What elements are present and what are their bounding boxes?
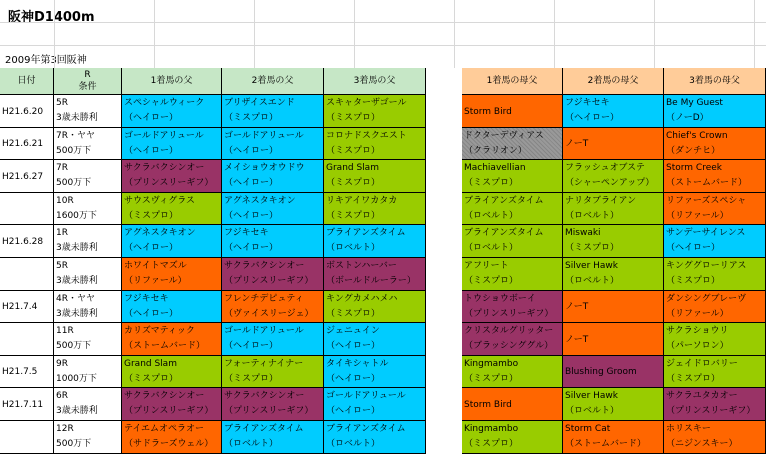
header-label: 3着馬の父 bbox=[353, 76, 396, 86]
dam-sire-cell[interactable] bbox=[664, 258, 766, 291]
dam-sire-line: （ヘイロー） bbox=[666, 243, 721, 253]
dam-sire-cell[interactable] bbox=[664, 128, 766, 160]
sire-cell[interactable] bbox=[222, 160, 324, 193]
sire-name: メイショウオウドウ bbox=[224, 163, 305, 173]
dam-sire-line: （ストームバード） bbox=[666, 178, 748, 188]
sire-cell[interactable] bbox=[324, 323, 426, 356]
race-number: 5R bbox=[56, 98, 68, 108]
sire-line: （ロベルト） bbox=[224, 439, 279, 449]
race-condition: 3歳未勝利 bbox=[56, 243, 98, 253]
sire-line: （ロベルト） bbox=[326, 243, 381, 253]
dam-sire-cell[interactable] bbox=[563, 388, 664, 421]
grid-line bbox=[754, 0, 755, 68]
grid-line bbox=[0, 45, 766, 46]
date-cell[interactable] bbox=[0, 258, 54, 291]
sire-line: （ヘイロー） bbox=[224, 146, 279, 156]
sire-name: タイキシャトル bbox=[326, 359, 389, 369]
grid-line bbox=[554, 0, 555, 68]
sire-cell[interactable] bbox=[122, 225, 222, 258]
sire-cell[interactable] bbox=[324, 388, 426, 421]
sire-name: フレンチデピュティ bbox=[224, 294, 304, 304]
sire-name: ゴールドアリュール bbox=[124, 131, 204, 141]
sire-line: （ミスプロ） bbox=[326, 178, 381, 188]
date-text: H21.6.21 bbox=[2, 139, 44, 149]
sire-line: （プリンスリーギフ） bbox=[224, 406, 314, 416]
race-cell[interactable] bbox=[54, 160, 122, 193]
header-race[interactable] bbox=[54, 68, 122, 95]
dam-sire-cell[interactable] bbox=[563, 291, 664, 323]
sire-line: （リファール） bbox=[124, 276, 187, 286]
dam-sire-name: ブライアンズタイム bbox=[464, 228, 544, 238]
sire-cell[interactable] bbox=[222, 128, 324, 160]
dam-sire-cell[interactable] bbox=[664, 160, 766, 193]
race-cell[interactable] bbox=[54, 128, 122, 160]
dam-sire-line: （ブラッシンググル） bbox=[464, 341, 554, 351]
race-number: 6R bbox=[56, 391, 68, 401]
sire-cell[interactable] bbox=[324, 356, 426, 388]
sire-name: ブライアンズタイム bbox=[224, 424, 304, 434]
race-cell[interactable] bbox=[54, 388, 122, 421]
dam-sire-name: ダンシングブレーヴ bbox=[666, 294, 747, 304]
header-label: 日付 bbox=[17, 76, 36, 86]
sire-line: （ヘイロー） bbox=[124, 309, 179, 319]
dam-sire-name: ホリスキー bbox=[666, 424, 711, 434]
sire-line: （ヘイロー） bbox=[224, 243, 279, 253]
grid-line bbox=[54, 0, 55, 68]
sire-name: サクラバクシンオー bbox=[224, 261, 305, 271]
header-sire1[interactable] bbox=[122, 68, 222, 95]
race-cell[interactable] bbox=[54, 193, 122, 225]
sire-line: （プリンスリーギフ） bbox=[224, 276, 314, 286]
sire-name: リキアイワカタカ bbox=[326, 196, 398, 206]
dam-sire-line: （ミスプロ） bbox=[464, 276, 519, 286]
dam-sire-name: Silver Hawk bbox=[565, 391, 618, 401]
dam-sire-line: （ミスプロ） bbox=[464, 439, 519, 449]
header-label: 条件 bbox=[78, 82, 97, 92]
sire-line: （ミスプロ） bbox=[124, 211, 179, 221]
dam-sire-cell[interactable] bbox=[462, 356, 563, 388]
dam-sire-name: キンググローリアス bbox=[666, 261, 747, 271]
sire-name: コロナドスクエスト bbox=[326, 131, 407, 141]
sire-cell[interactable] bbox=[222, 193, 324, 225]
sire-name: ゴールドアリュール bbox=[326, 391, 406, 401]
sheet-title: 阪神D1400m bbox=[8, 10, 95, 25]
grid-line bbox=[154, 0, 155, 68]
dam-sire-cell[interactable] bbox=[563, 356, 664, 388]
sire-cell[interactable] bbox=[222, 323, 324, 356]
sire-name: ブリザイスエンド bbox=[224, 98, 295, 108]
sire-name: ゴールドアリュール bbox=[224, 326, 304, 336]
date-cell[interactable] bbox=[0, 388, 54, 421]
header-label: 1着馬の母父 bbox=[486, 76, 538, 86]
sire-name: テイエムオペラオー bbox=[124, 424, 205, 434]
sire-cell[interactable] bbox=[222, 388, 324, 421]
sire-cell[interactable] bbox=[122, 193, 222, 225]
dam-sire-cell[interactable] bbox=[563, 128, 664, 160]
dam-sire-name: Silver Hawk bbox=[565, 261, 618, 271]
sire-name: サクラバクシンオー bbox=[124, 163, 205, 173]
dam-sire-name: Storm Cat bbox=[565, 424, 611, 434]
grid-line bbox=[654, 0, 655, 68]
dam-sire-cell[interactable] bbox=[462, 193, 563, 225]
date-text: H21.7.4 bbox=[2, 302, 38, 312]
dam-sire-line: （ロベルト） bbox=[464, 211, 519, 221]
sire-name: スペシャルウィーク bbox=[124, 98, 205, 108]
sire-cell[interactable] bbox=[324, 95, 426, 128]
dam-sire-cell[interactable] bbox=[664, 356, 766, 388]
date-cell[interactable] bbox=[0, 160, 54, 193]
sire-line: （ミスプロ） bbox=[326, 113, 381, 123]
sire-line: （ヴァイスリージェ） bbox=[224, 309, 314, 319]
sire-name: ホワイトマズル bbox=[124, 261, 187, 271]
sire-line: （ミスプロ） bbox=[326, 146, 381, 156]
dam-sire-name: アフリート bbox=[464, 261, 509, 271]
sire-cell[interactable] bbox=[324, 225, 426, 258]
sire-line: （ミスプロ） bbox=[124, 374, 179, 384]
sire-line: （ミスプロ） bbox=[326, 211, 381, 221]
dam-sire-name: ノーT bbox=[565, 302, 589, 312]
sire-line: （サドラーズウェル） bbox=[124, 439, 214, 449]
race-number: 7R・ヤヤ bbox=[56, 131, 95, 141]
race-number: 9R bbox=[56, 359, 68, 369]
sire-line: （ヘイロー） bbox=[124, 243, 179, 253]
sire-line: （プリンスリーギフ） bbox=[124, 406, 214, 416]
date-cell[interactable] bbox=[0, 95, 54, 128]
header-label: 3着馬の母父 bbox=[689, 76, 740, 86]
dam-sire-cell[interactable] bbox=[664, 388, 766, 421]
race-condition: 500万下 bbox=[56, 146, 92, 156]
dam-sire-line: （ロベルト） bbox=[464, 243, 519, 253]
sire-cell[interactable] bbox=[324, 258, 426, 291]
dam-sire-cell[interactable] bbox=[664, 291, 766, 323]
dam-sire-line: （パーソロン） bbox=[666, 341, 729, 351]
sire-line: （ヘイロー） bbox=[224, 178, 279, 188]
dam-sire-cell[interactable] bbox=[664, 225, 766, 258]
dam-sire-line: （ミスプロ） bbox=[464, 178, 519, 188]
sire-line: （ボールドルーラー） bbox=[326, 276, 416, 286]
sire-name: フジキセキ bbox=[124, 294, 169, 304]
sire-line: （ヘイロー） bbox=[124, 146, 179, 156]
dam-sire-cell[interactable] bbox=[563, 95, 664, 128]
dam-sire-cell[interactable] bbox=[563, 421, 664, 454]
dam-sire-name: サクラユタカオー bbox=[666, 391, 738, 401]
dam-sire-cell[interactable] bbox=[563, 160, 664, 193]
sire-name: カリズマティック bbox=[124, 326, 195, 336]
date-text: H21.7.11 bbox=[2, 399, 44, 410]
date-cell[interactable] bbox=[0, 356, 54, 388]
sire-cell[interactable] bbox=[222, 225, 324, 258]
sire-cell[interactable] bbox=[122, 323, 222, 356]
grid-line bbox=[454, 0, 455, 68]
dam-sire-line: （ミスプロ） bbox=[565, 243, 620, 253]
sire-cell[interactable] bbox=[324, 421, 426, 454]
race-cell[interactable] bbox=[54, 323, 122, 356]
dam-sire-name: フジキセキ bbox=[565, 98, 610, 108]
sire-cell[interactable] bbox=[222, 356, 324, 388]
sire-cell[interactable] bbox=[122, 421, 222, 454]
header-label: R bbox=[84, 70, 91, 80]
dam-sire-line: （ロベルト） bbox=[565, 276, 620, 286]
date-cell[interactable] bbox=[0, 291, 54, 323]
dam-sire-line: （ダンチヒ） bbox=[666, 146, 721, 156]
dam-sire-cell[interactable] bbox=[664, 421, 766, 454]
header-sire2[interactable] bbox=[222, 68, 324, 95]
sire-cell[interactable] bbox=[122, 258, 222, 291]
race-number: 10R bbox=[56, 196, 74, 206]
race-condition: 3歳未勝利 bbox=[56, 276, 98, 286]
sire-line: （ミスプロ） bbox=[224, 113, 279, 123]
sire-name: ブライアンズタイム bbox=[326, 228, 406, 238]
sire-line: （ロベルト） bbox=[326, 439, 381, 449]
dam-sire-name: サクラショウリ bbox=[666, 326, 729, 336]
dam-sire-line: （ミスプロ） bbox=[666, 374, 721, 384]
dam-sire-cell[interactable] bbox=[462, 291, 563, 323]
sire-name: ブライアンズタイム bbox=[326, 424, 406, 434]
dam-sire-name: Be My Guest bbox=[666, 98, 723, 108]
sire-cell[interactable] bbox=[324, 291, 426, 323]
sire-cell[interactable] bbox=[324, 128, 426, 160]
race-cell[interactable] bbox=[54, 258, 122, 291]
sire-line: （ヘイロー） bbox=[326, 406, 381, 416]
sire-cell[interactable] bbox=[324, 160, 426, 193]
dam-sire-cell[interactable] bbox=[462, 160, 563, 193]
date-text: H21.7.5 bbox=[2, 367, 38, 377]
sire-line: （ストームバード） bbox=[124, 341, 206, 351]
dam-sire-cell[interactable] bbox=[462, 258, 563, 291]
race-condition: 3歳未勝利 bbox=[56, 113, 98, 123]
sire-cell[interactable] bbox=[122, 160, 222, 193]
date-cell[interactable] bbox=[0, 128, 54, 160]
dam-sire-name: ジェイドロバリー bbox=[666, 359, 738, 369]
race-number: 11R bbox=[56, 326, 74, 336]
dam-sire-name: Blushing Groom bbox=[565, 367, 637, 377]
dam-sire-line: （ニジンスキー） bbox=[666, 439, 738, 449]
dam-sire-line: （ミスプロ） bbox=[666, 276, 721, 286]
dam-sire-cell[interactable] bbox=[462, 323, 563, 356]
dam-sire-cell[interactable] bbox=[462, 95, 563, 128]
dam-sire-name: ノーT bbox=[565, 334, 589, 345]
header-date[interactable] bbox=[0, 68, 54, 95]
dam-sire-line: （ストームバード） bbox=[565, 439, 647, 449]
dam-sire-cell[interactable] bbox=[563, 193, 664, 225]
sheet-subtitle: 2009年第3回阪神 bbox=[5, 55, 87, 66]
dam-sire-line: （ヘイロー） bbox=[565, 113, 620, 123]
date-text: H21.6.27 bbox=[2, 171, 44, 182]
dam-sire-line: （クラリオン） bbox=[464, 146, 527, 156]
dam-sire-name: サンデーサイレンス bbox=[666, 228, 746, 238]
dam-sire-cell[interactable] bbox=[664, 95, 766, 128]
race-cell[interactable] bbox=[54, 225, 122, 258]
dam-sire-name: フラッシュオブステ bbox=[565, 163, 645, 173]
sire-line: （ヘイロー） bbox=[326, 341, 381, 351]
sire-cell[interactable] bbox=[122, 291, 222, 323]
sire-line: （プリンスリーギフ） bbox=[124, 178, 214, 188]
sire-cell[interactable] bbox=[122, 95, 222, 128]
race-cell[interactable] bbox=[54, 356, 122, 388]
header-sire3[interactable] bbox=[324, 68, 426, 95]
dam-sire-cell[interactable] bbox=[462, 225, 563, 258]
race-cell[interactable] bbox=[54, 291, 122, 323]
header-dam2[interactable] bbox=[563, 68, 664, 95]
sire-name: Grand Slam bbox=[124, 359, 177, 369]
race-condition: 1000万下 bbox=[56, 374, 97, 384]
sire-cell[interactable] bbox=[122, 356, 222, 388]
sire-name: サクラバクシンオー bbox=[124, 391, 205, 401]
race-cell[interactable] bbox=[54, 421, 122, 454]
dam-sire-line: （ロベルト） bbox=[565, 406, 620, 416]
date-cell[interactable] bbox=[0, 193, 54, 225]
sire-cell[interactable] bbox=[222, 291, 324, 323]
date-cell[interactable] bbox=[0, 225, 54, 258]
race-condition: 3歳未勝利 bbox=[56, 406, 98, 416]
dam-sire-name: リファーズスペシャ bbox=[666, 196, 747, 206]
sire-line: （ヘイロー） bbox=[224, 211, 279, 221]
dam-sire-line: （プリンスリーギフ） bbox=[464, 309, 554, 319]
dam-sire-cell[interactable] bbox=[664, 323, 766, 356]
race-number: 1R bbox=[56, 228, 68, 238]
sire-line: （ヘイロー） bbox=[224, 341, 279, 351]
race-condition: 500万下 bbox=[56, 178, 92, 188]
race-condition: 500万下 bbox=[56, 439, 92, 449]
header-dam1[interactable] bbox=[462, 68, 563, 95]
sire-cell[interactable] bbox=[222, 95, 324, 128]
dam-sire-line: （ノーD） bbox=[666, 113, 709, 123]
header-label: 2着馬の母父 bbox=[587, 76, 639, 86]
dam-sire-cell[interactable] bbox=[563, 323, 664, 356]
dam-sire-name: ブライアンズタイム bbox=[464, 196, 544, 206]
sire-name: アグネスタキオン bbox=[124, 228, 196, 238]
dam-sire-name: Kingmambo bbox=[464, 424, 519, 434]
dam-sire-cell[interactable] bbox=[664, 193, 766, 225]
dam-sire-name: Miswaki bbox=[565, 228, 601, 238]
header-label: 2着馬の父 bbox=[251, 76, 294, 86]
dam-sire-line: （ロベルト） bbox=[565, 211, 620, 221]
dam-sire-name: ドクターデヴィアス bbox=[464, 131, 544, 141]
dam-sire-name: クリスタルグリッター bbox=[464, 326, 554, 336]
sire-name: フジキセキ bbox=[224, 228, 269, 238]
dam-sire-cell[interactable] bbox=[462, 128, 563, 160]
grid-line bbox=[0, 22, 766, 23]
dam-sire-cell[interactable] bbox=[563, 258, 664, 291]
dam-sire-name: Storm Creek bbox=[666, 163, 722, 173]
dam-sire-name: トウショウボーイ bbox=[464, 294, 536, 304]
date-cell[interactable] bbox=[0, 421, 54, 454]
sire-cell[interactable] bbox=[324, 193, 426, 225]
dam-sire-name: Storm Bird bbox=[464, 399, 512, 410]
sire-name: Grand Slam bbox=[326, 163, 379, 173]
header-dam3[interactable] bbox=[664, 68, 766, 95]
sire-line: （ヘイロー） bbox=[124, 113, 179, 123]
dam-sire-line: （シャーペンアップ） bbox=[565, 178, 655, 188]
dam-sire-name: Kingmambo bbox=[464, 359, 519, 369]
sire-name: ボストンハーバー bbox=[326, 261, 397, 271]
race-number: 12R bbox=[56, 424, 74, 434]
race-number: 7R bbox=[56, 163, 68, 173]
header-label: 1着馬の父 bbox=[150, 76, 193, 86]
date-text: H21.6.20 bbox=[2, 106, 44, 117]
grid-line bbox=[254, 0, 255, 68]
date-cell[interactable] bbox=[0, 323, 54, 356]
race-number: 5R bbox=[56, 261, 68, 271]
race-condition: 500万下 bbox=[56, 341, 92, 351]
race-number: 4R・ヤヤ bbox=[56, 294, 95, 304]
grid-line bbox=[354, 0, 355, 68]
dam-sire-line: （プリンスリーギフ） bbox=[666, 406, 756, 416]
dam-sire-cell[interactable] bbox=[462, 388, 563, 421]
dam-sire-name: ノーT bbox=[565, 139, 589, 149]
sire-name: スキャターザゴール bbox=[326, 98, 407, 108]
sire-line: （ヘイロー） bbox=[326, 374, 381, 384]
sire-cell[interactable] bbox=[122, 388, 222, 421]
sire-cell[interactable] bbox=[222, 258, 324, 291]
sire-name: ゴールドアリュール bbox=[224, 131, 304, 141]
sire-name: アグネスタキオン bbox=[224, 196, 296, 206]
dam-sire-line: （リファール） bbox=[666, 309, 729, 319]
sire-cell[interactable] bbox=[122, 128, 222, 160]
dam-sire-line: （リファール） bbox=[666, 211, 729, 221]
sire-name: フォーティナイナー bbox=[224, 359, 304, 369]
race-condition: 3歳未勝利 bbox=[56, 309, 98, 319]
sire-name: サウスヴィグラス bbox=[124, 196, 195, 206]
race-condition: 1600万下 bbox=[56, 211, 97, 221]
race-cell[interactable] bbox=[54, 95, 122, 128]
sire-line: （ミスプロ） bbox=[326, 309, 381, 319]
dam-sire-name: ナリタブライアン bbox=[565, 196, 637, 206]
dam-sire-line: （ミスプロ） bbox=[464, 374, 519, 384]
dam-sire-name: Storm Bird bbox=[464, 106, 512, 117]
dam-sire-cell[interactable] bbox=[462, 421, 563, 454]
sire-name: キングカメハメハ bbox=[326, 294, 398, 304]
sire-cell[interactable] bbox=[222, 421, 324, 454]
date-text: H21.6.28 bbox=[2, 236, 44, 247]
dam-sire-name: Machiavellian bbox=[464, 163, 526, 173]
dam-sire-name: Chief's Crown bbox=[666, 131, 728, 141]
dam-sire-cell[interactable] bbox=[563, 225, 664, 258]
sire-line: （ミスプロ） bbox=[224, 374, 279, 384]
sire-name: サクラバクシンオー bbox=[224, 391, 305, 401]
sire-name: ジェニュイン bbox=[326, 326, 380, 336]
